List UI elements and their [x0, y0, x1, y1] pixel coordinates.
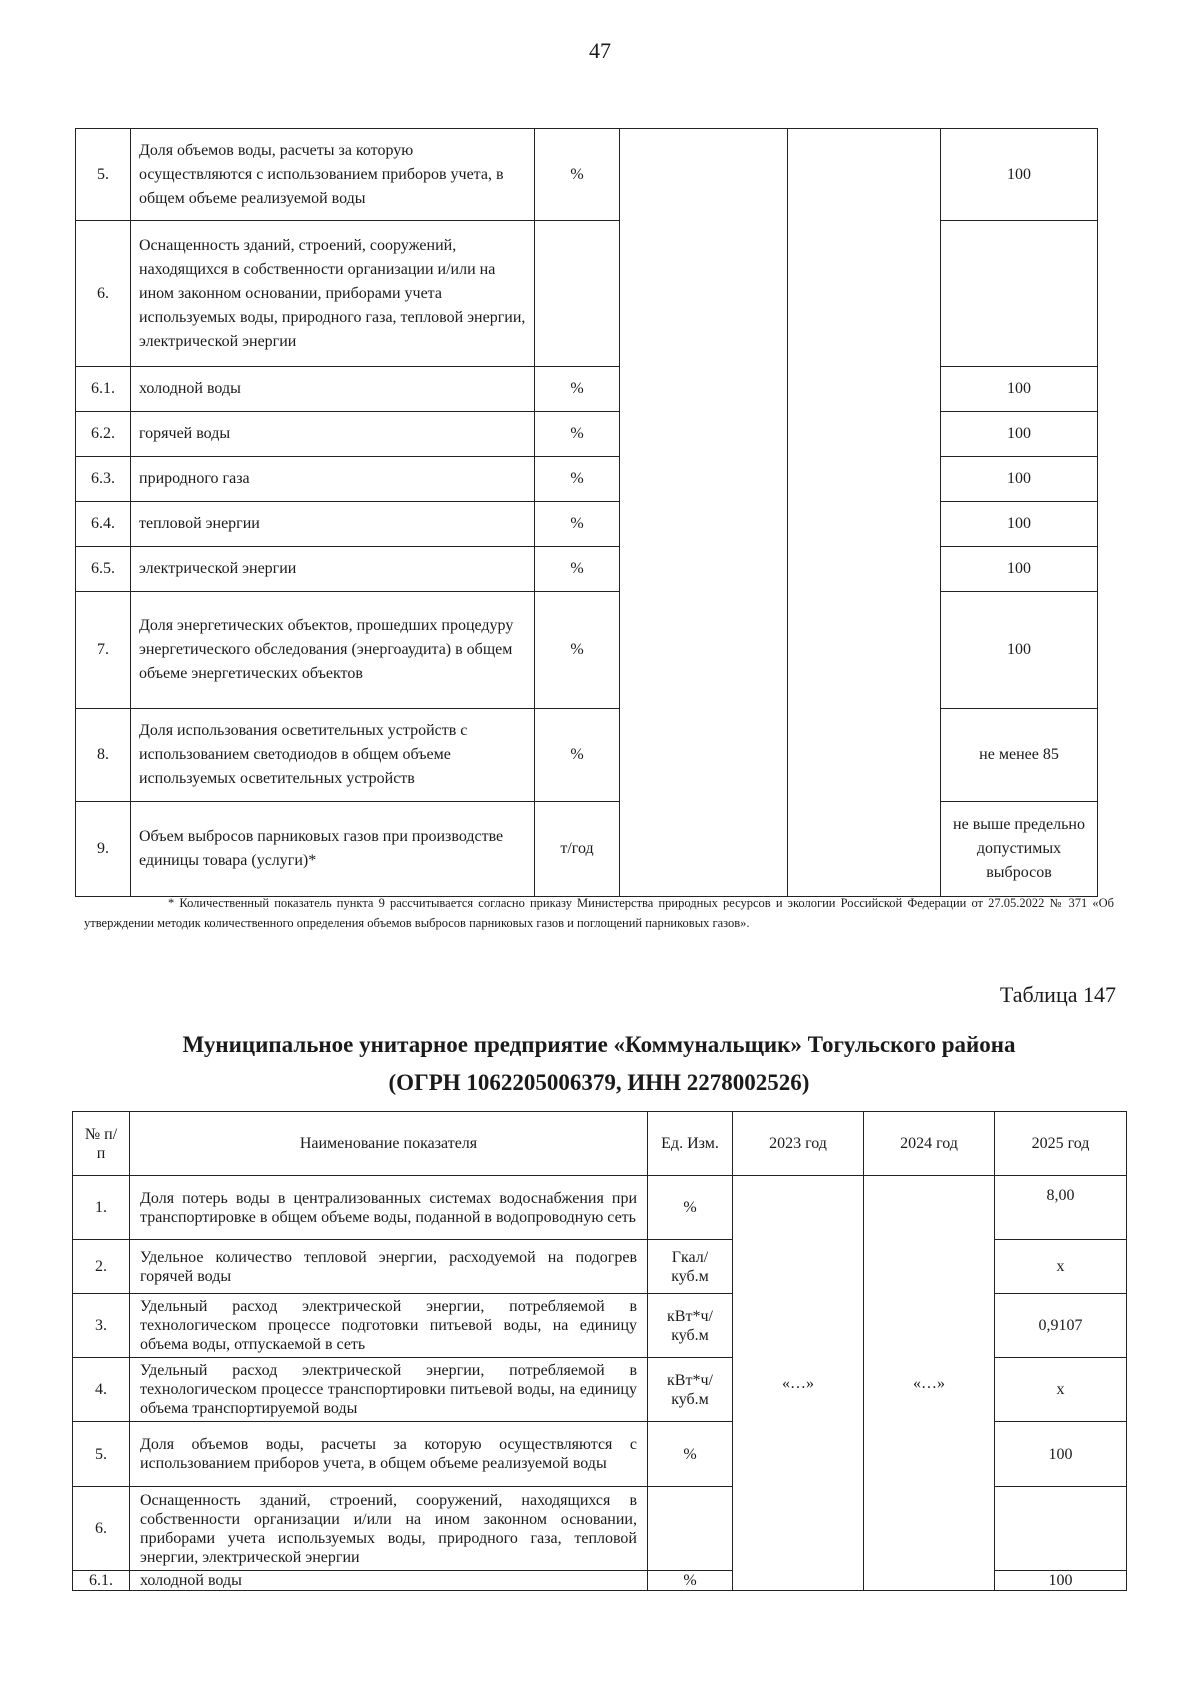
table-row: [76, 709, 1098, 802]
unit-cell: %: [535, 457, 620, 502]
footnote: * Количественный показатель пункта 9 рассчитывается согласно приказу Министерства природных ресурсов и экологии Российской Федерации от 27.05.2022 № 371 «Об утверждении методик количественного определения объемов выбросов парниковых газов и поглощений парниковых газов».: [84, 896, 1114, 930]
header-indicator-name: Наименование показателя: [130, 1112, 648, 1176]
row-number: 6.4.: [76, 502, 131, 547]
row-number: 1.: [73, 1176, 130, 1240]
unit-cell: %: [648, 1571, 733, 1591]
indicator-name: Доля потерь воды в централизованных системах водоснабжения при транспортировке в общем объеме воды, поданной в водопроводную сеть: [130, 1176, 648, 1240]
row-number: 2.: [73, 1240, 130, 1294]
indicator-name: горячей воды: [131, 412, 535, 457]
year-2025-value: 100: [941, 592, 1098, 709]
indicator-name: Доля объемов воды, расчеты за которую осуществляются с использованием приборов учета, в общем объеме реализуемой воды: [131, 129, 535, 221]
unit-cell: %: [535, 709, 620, 802]
organization-registration: (ОГРН 1062205006379, ИНН 2278002526): [388, 1070, 810, 1095]
table-row: [76, 547, 1098, 592]
row-number: 7.: [76, 592, 131, 709]
year-2025-value: 100: [941, 457, 1098, 502]
row-number: 5.: [73, 1422, 130, 1487]
row-number: 6.2.: [76, 412, 131, 457]
page-number: 47: [589, 38, 611, 63]
header-year-2023: 2023 год: [733, 1112, 864, 1176]
table-row: [76, 221, 1098, 367]
unit-cell: [648, 1487, 733, 1571]
year-2025-value: [941, 221, 1098, 367]
table-row: [76, 802, 1098, 897]
table-row: [76, 592, 1098, 709]
indicator-name: Оснащенность зданий, строений, сооружений, находящихся в собственности организации и/или на ином законном основании, приборами учета используемых воды, природного газа, тепловой энергии, электрической энергии: [131, 221, 535, 367]
indicator-name: Объем выбросов парниковых газов при производстве единицы товара (услуги)*: [131, 802, 535, 897]
table-row: [76, 502, 1098, 547]
row-number: 6.5.: [76, 547, 131, 592]
indicator-name: Доля энергетических объектов, прошедших процедуру энергетического обследования (энергоаудита) в общем объеме энергетических объектов: [131, 592, 535, 709]
indicator-name: холодной воды: [131, 367, 535, 412]
indicator-name: Удельное количество тепловой энергии, расходуемой на подогрев горячей воды: [130, 1240, 648, 1294]
indicator-name: холодной воды: [130, 1571, 648, 1591]
unit-cell: %: [535, 367, 620, 412]
unit-cell: Гкал/ куб.м: [648, 1240, 733, 1294]
indicators-table-continued: [75, 128, 1098, 897]
table-label: Таблица 147: [999, 982, 1116, 1007]
indicator-name: Удельный расход электрической энергии, потребляемой в технологическом процессе подготовки питьевой воды, на единицу объема воды, отпускаемой в сеть: [130, 1294, 648, 1358]
year-2025-value: 8,00: [995, 1176, 1127, 1240]
row-number: 6.: [73, 1487, 130, 1571]
indicator-name: Доля объемов воды, расчеты за которую осуществляются с использованием приборов учета, в общем объеме реализуемой воды: [130, 1422, 648, 1487]
header-unit: Ед. Изм.: [648, 1112, 733, 1176]
table-row: [76, 367, 1098, 412]
row-number: 6.1.: [76, 367, 131, 412]
year-2025-value: х: [995, 1358, 1127, 1422]
year-2025-value: [995, 1487, 1127, 1571]
indicator-name: природного газа: [131, 457, 535, 502]
table-row: [76, 457, 1098, 502]
year-2023-value: «…»: [733, 1176, 864, 1591]
row-number: 8.: [76, 709, 131, 802]
year-2024-cell: [788, 129, 941, 897]
year-2025-value: 100: [941, 367, 1098, 412]
row-number: 6.: [76, 221, 131, 367]
unit-cell: кВт*ч/ куб.м: [648, 1294, 733, 1358]
row-number: 6.1.: [73, 1571, 130, 1591]
header-number: № п/п: [73, 1112, 130, 1176]
unit-cell: %: [535, 412, 620, 457]
year-2025-value: 100: [941, 502, 1098, 547]
year-2025-value: х: [995, 1240, 1127, 1294]
year-2024-value: «…»: [864, 1176, 995, 1591]
organization-name: Муниципальное унитарное предприятие «Коммунальщик» Тогульского района: [182, 1032, 1016, 1057]
unit-cell: %: [535, 129, 620, 221]
indicator-name: Доля использования осветительных устройств с использованием светодиодов в общем объеме используемых осветительных устройств: [131, 709, 535, 802]
unit-cell: %: [648, 1422, 733, 1487]
table-row: [76, 129, 1098, 221]
year-2025-value: 100: [995, 1422, 1127, 1487]
indicators-table: [72, 1111, 1127, 1591]
indicator-name: тепловой энергии: [131, 502, 535, 547]
table-row: [76, 412, 1098, 457]
table-header-row: [73, 1112, 1127, 1176]
header-year-2025: 2025 год: [995, 1112, 1127, 1176]
row-number: 9.: [76, 802, 131, 897]
unit-cell: %: [535, 592, 620, 709]
year-2025-value: не менее 85: [941, 709, 1098, 802]
header-year-2024: 2024 год: [864, 1112, 995, 1176]
unit-cell: т/год: [535, 802, 620, 897]
indicator-name: электрической энергии: [131, 547, 535, 592]
year-2025-value: 0,9107: [995, 1294, 1127, 1358]
row-number: 4.: [73, 1358, 130, 1422]
indicator-name: Оснащенность зданий, строений, сооружений, находящихся в собственности организации и/или на ином законном основании, приборами учета используемых воды, природного газа, тепловой энергии, электрической энергии: [130, 1487, 648, 1571]
unit-cell: %: [648, 1176, 733, 1240]
year-2023-cell: [620, 129, 788, 897]
year-2025-value: 100: [941, 412, 1098, 457]
year-2025-value: не выше предельно допустимых выбросов: [941, 802, 1098, 897]
unit-cell: [535, 221, 620, 367]
organization-title: [84, 1026, 1114, 1102]
unit-cell: кВт*ч/ куб.м: [648, 1358, 733, 1422]
row-number: 6.3.: [76, 457, 131, 502]
unit-cell: %: [535, 547, 620, 592]
unit-cell: %: [535, 502, 620, 547]
table-row: [73, 1176, 1127, 1240]
year-2025-value: 100: [941, 547, 1098, 592]
row-number: 3.: [73, 1294, 130, 1358]
indicator-name: Удельный расход электрической энергии, потребляемой в технологическом процессе транспортировки питьевой воды, на единицу объема транспортируемой воды: [130, 1358, 648, 1422]
row-number: 5.: [76, 129, 131, 221]
year-2025-value: 100: [941, 129, 1098, 221]
year-2025-value: 100: [995, 1571, 1127, 1591]
